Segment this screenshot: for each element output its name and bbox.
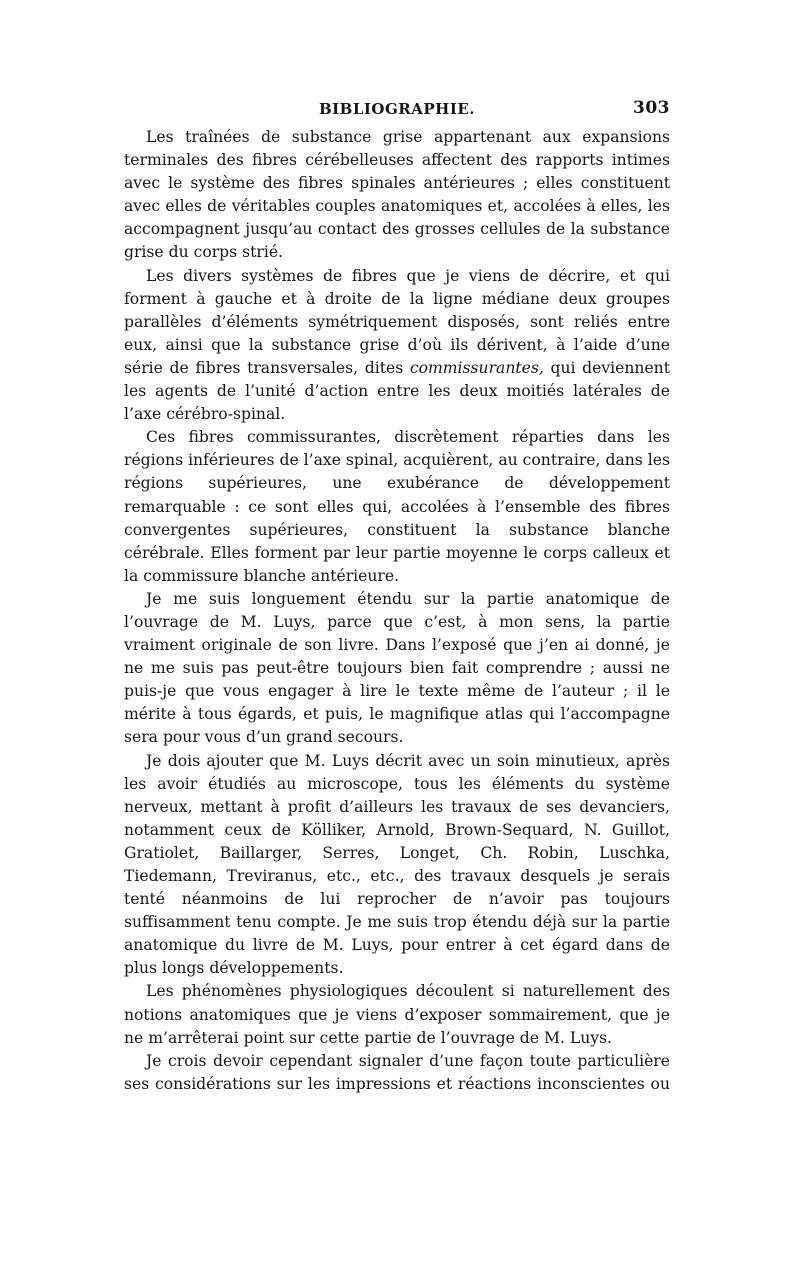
book-page [124,96,670,1096]
page-header [124,96,670,122]
running-title: BIBLIOGRAPHIE. [318,100,476,118]
paragraph: Ces fibres commissurantes, discrètement réparties dans les régions inférieures de l’axe spinal, acquièrent, au contraire, dans les régions supérieures, une exubérance de développement remarquable : ce sont elles qui, accolées à l’ensemble des fibres convergentes supérieures, constituent la substance blanche cérébrale. Elles forment par leur partie moyenne le corps calleux et la commissure blanche antérieure. [124,428,670,585]
paragraph: Je crois devoir cependant signaler d’une façon toute particulière ses considérations sur les impressions et réactions inconscientes ou [124,1051,670,1093]
body-text [124,126,670,1096]
paragraph-text: Les divers systèmes de fibres que je viens de décrire, et qui forment à gauche et à droite de la ligne médiane deux groupes parallèles d’éléments symétriquement disposés, sont reliés entre eux, ainsi que la substance grise d’où ils dérivent, à l’aide d’une série de fibres transversales, dites [124,266,670,377]
page-number: 303 [633,98,670,118]
paragraph-text: qui deviennent les agents de l’unité d’action entre les deux moitiés latérales de l’axe cérébro-spinal. [124,358,670,424]
paragraph: Les phénomènes physiologiques découlent si naturellement des notions anatomiques que je viens d’exposer sommairement, que je ne m’arrêterai point sur cette partie de l’ouvrage de M. Luys. [124,982,670,1047]
paragraph: Je me suis longuement étendu sur la partie anatomique de l’ouvrage de M. Luys, parce que c’est, à mon sens, la partie vraiment originale de son livre. Dans l’exposé que j’en ai donné, je ne me suis pas peut-être toujours bien fait comprendre ; aussi ne puis-je que vous engager à lire le texte même de l’auteur ; il le mérite à tous égards, et puis, le magnifique atlas qui l’accompagne sera pour vous d’un grand secours. [124,589,670,747]
paragraph: Je dois ajouter que M. Luys décrit avec un soin minutieux, après les avoir étudiés au microscope, tous les éléments du système nerveux, mettant à profit d’ailleurs les travaux de ses devanciers, notamment ceux de Kölliker, Arnold, Brown-Sequard, N. Guillot, Gratiolet, Baillarger, Serres, Longet, Ch. Robin, Luschka, Tiedemann, Treviranus, etc., etc., des travaux desquels je serais tenté néanmoins de lui reprocher de n’avoir pas toujours suffisamment tenu compte. Je me suis trop étendu déjà sur la partie anatomique du livre de M. Luys, pour entrer à cet égard dans de plus longs développements. [124,751,670,978]
paragraph: Les traînées de substance grise appartenant aux expansions terminales des fibres cérébelleuses affectent des rapports intimes avec le système des fibres spinales antérieures ; elles constituent avec elles de véritables couples anatomiques et, accolées à elles, les accompagnent jusqu’au contact des grosses cellules de la substance grise du corps strié. [124,128,670,262]
paragraph [124,265,670,427]
emphasized-term: commissurantes, [409,358,544,377]
